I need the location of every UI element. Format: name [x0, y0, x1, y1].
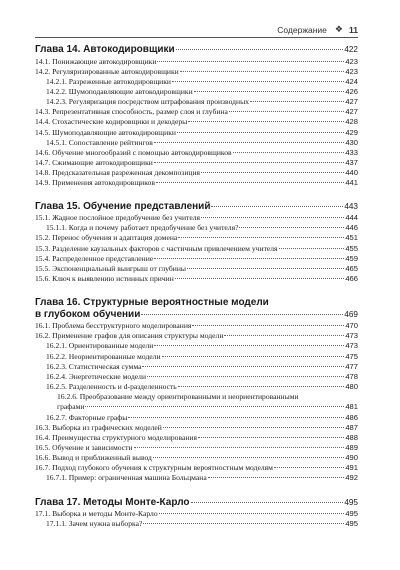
- leader-dots: [154, 258, 344, 259]
- leader-dots: [274, 467, 344, 468]
- entry-title: 14.2. Регуляризированные автокодировщики: [35, 66, 179, 76]
- entry-page: 492: [345, 473, 358, 483]
- entry-title: 14.2.2. Шумоподавляющие автокодировщики: [46, 86, 193, 96]
- leader-dots: [154, 142, 344, 143]
- toc-entry[interactable]: [35, 519, 358, 529]
- entry-page: 423: [345, 56, 358, 66]
- entry-title: 16.1. Проблема бесструктурного моделирования: [35, 321, 192, 331]
- leader-dots: [187, 268, 344, 269]
- entry-title: 15.6. Ключ к выявлению истинных причин: [35, 273, 174, 283]
- toc-entry[interactable]: [35, 433, 358, 443]
- chapter-15-entries: [35, 213, 358, 284]
- entry-page: 466: [345, 273, 358, 283]
- entry-page: 446: [345, 223, 358, 233]
- chapter-page: 469: [344, 310, 358, 320]
- entry-title-cont: [46, 402, 358, 412]
- entry-page: 429: [345, 127, 358, 137]
- toc-entry[interactable]: [35, 453, 358, 463]
- entry-page: 495: [345, 509, 358, 519]
- leader-dots: [154, 162, 344, 163]
- entry-page: 481: [345, 402, 358, 412]
- leader-dots: [192, 325, 344, 326]
- leader-dots: [224, 335, 344, 336]
- toc-entry[interactable]: [35, 128, 358, 138]
- entry-title: 17.1. Выборка и методы Монте-Карло: [35, 509, 158, 519]
- diamond-ornament-icon: ❖: [334, 24, 343, 34]
- chapter-page: 422: [344, 45, 358, 54]
- toc-entry[interactable]: [35, 254, 358, 264]
- entry-page: 495: [345, 519, 358, 529]
- leader-dots: [178, 237, 344, 238]
- entry-page: 489: [345, 443, 358, 452]
- leader-dots: [250, 101, 344, 102]
- chapter-14-heading[interactable]: [35, 44, 358, 56]
- toc-entry[interactable]: [35, 148, 358, 158]
- entry-page: 488: [345, 432, 358, 442]
- entry-page: 470: [345, 321, 358, 331]
- entry-page: 441: [345, 178, 358, 188]
- entry-title: 16.2.2. Неориентированные модели: [46, 351, 161, 361]
- leader-dots: [143, 523, 344, 524]
- entry-page: 426: [345, 86, 358, 96]
- entry-title-line2: графами: [57, 402, 85, 412]
- entry-page: 490: [345, 453, 358, 463]
- entry-title: 16.2.5. Разделенность и d-разделенность: [46, 382, 177, 392]
- chapter-17-heading[interactable]: [35, 497, 358, 509]
- leader-dots: [147, 376, 344, 377]
- entry-page: 475: [345, 351, 358, 361]
- chapter-17-entries: [35, 509, 358, 529]
- chapter-15-heading[interactable]: [35, 201, 358, 213]
- toc-entry[interactable]: [35, 168, 358, 178]
- leader-dots: [162, 356, 345, 357]
- entry-title: 14.9. Применения автокодировщиков: [35, 178, 155, 188]
- entry-title: 15.5. Экспоненциальный выигрыш от глубины: [35, 263, 187, 273]
- entry-title: 14.7. Сжимающие автокодировщики: [35, 158, 153, 168]
- entry-title: 16.7.1. Пример: ограниченная машина Больцмана: [46, 473, 207, 483]
- toc-entry[interactable]: [35, 321, 358, 331]
- leader-dots: [142, 366, 344, 367]
- chapter-page: 443: [344, 201, 358, 211]
- toc-entry[interactable]: [35, 244, 358, 254]
- entry-page: 486: [345, 412, 358, 422]
- toc-entry[interactable]: [35, 509, 358, 519]
- entry-page: 465: [345, 263, 358, 273]
- toc-entry[interactable]: [35, 443, 358, 453]
- entry-page: 473: [345, 331, 358, 341]
- header-title: Содержание: [277, 25, 327, 35]
- entry-page: 455: [345, 243, 358, 253]
- leader-dots: [159, 513, 345, 514]
- leader-dots: [178, 386, 345, 387]
- entry-title: 14.5. Шумоподавляющие автокодировщики: [35, 127, 176, 137]
- entry-title: 15.3. Разделение каузальных факторов с частичным привлечением учителя: [35, 243, 278, 253]
- chapter-16-entries: [35, 321, 358, 484]
- toc-entry[interactable]: [35, 138, 358, 148]
- entry-page: 437: [345, 158, 358, 168]
- leader-dots: [176, 49, 344, 50]
- leader-dots: [194, 91, 345, 92]
- toc-entry[interactable]: [35, 233, 358, 243]
- chapter-title-line2: в глубоком обучении: [35, 309, 141, 321]
- chapter-14-entries: [35, 57, 358, 189]
- entry-page: 440: [345, 168, 358, 178]
- toc-entry[interactable]: [35, 223, 358, 233]
- entry-title: 16.2.6. Преобразование между ориентированными и неориентированными: [57, 392, 299, 402]
- toc-entry[interactable]: [35, 67, 358, 77]
- entry-title: 16.6. Вывод и приближенный вывод: [35, 453, 152, 463]
- toc-entry[interactable]: [35, 213, 358, 223]
- entry-page: 424: [345, 76, 358, 86]
- toc-entry[interactable]: [35, 107, 358, 117]
- entry-page: 430: [345, 137, 358, 147]
- leader-dots: [239, 227, 344, 228]
- entry-page: 487: [345, 422, 358, 432]
- leader-dots: [153, 457, 344, 458]
- leader-dots: [229, 111, 344, 112]
- entry-page: 444: [345, 213, 358, 223]
- toc-entry[interactable]: [35, 158, 358, 168]
- toc-entry[interactable]: [35, 473, 358, 483]
- chapter-title: Глава 14. Автокодировщики: [35, 44, 175, 55]
- entry-title: 16.5. Обучение и зависимости: [35, 443, 133, 452]
- leader-dots: [175, 278, 345, 279]
- toc-entry[interactable]: [35, 264, 358, 274]
- toc-entry[interactable]: [35, 413, 358, 423]
- toc-entry[interactable]: [35, 372, 358, 382]
- leader-dots: [208, 477, 345, 478]
- entry-title: 17.1.1. Зачем нужна выборка?: [46, 519, 143, 529]
- toc-entry[interactable]: [35, 382, 358, 392]
- entry-page: 433: [345, 147, 358, 157]
- entry-title: 16.7. Подход глубокого обучения к структурным вероятностным моделям: [35, 463, 273, 473]
- entry-title: 14.6. Обучение многообразий с помощью автокодировщиков: [35, 147, 232, 157]
- entry-page: 423: [345, 66, 358, 76]
- entry-title: 14.2.1. Разреженные автокодировщики: [46, 76, 171, 86]
- leader-dots: [188, 121, 344, 122]
- leader-dots: [180, 71, 345, 72]
- leader-dots: [157, 61, 344, 62]
- entry-page: 428: [345, 117, 358, 127]
- entry-page: 451: [345, 233, 358, 243]
- entry-page: 491: [345, 463, 358, 473]
- toc-entry[interactable]: [35, 423, 358, 433]
- toc-entry[interactable]: [35, 57, 358, 67]
- leader-dots: [128, 417, 344, 418]
- chapter-16-heading[interactable]: [35, 297, 358, 321]
- chapter-page: 495: [344, 497, 358, 507]
- entry-title: 14.8. Предсказательная разреженная декомпозиция: [35, 168, 201, 178]
- leader-dots: [177, 132, 344, 133]
- toc-entry[interactable]: [35, 274, 358, 284]
- entry-page: 459: [345, 253, 358, 263]
- toc-entry[interactable]: [35, 77, 358, 87]
- entry-title: 15.2. Перенос обучения и адаптация домена: [35, 233, 178, 243]
- toc-entry[interactable]: [35, 87, 358, 97]
- entry-page: 473: [345, 341, 358, 351]
- leader-dots: [198, 437, 344, 438]
- entry-title: 15.4. Распределенное представление: [35, 253, 154, 263]
- entry-title: 14.2.3. Регуляризация посредством штрафования производных: [46, 97, 249, 107]
- toc-entry[interactable]: [35, 178, 358, 188]
- toc-entry[interactable]: [35, 341, 358, 351]
- chapter-title-line1: Глава 16. Структурные вероятностные модели: [35, 297, 269, 309]
- entry-title: 16.2. Применение графов для описания структуры модели: [35, 331, 224, 341]
- leader-dots: [201, 217, 344, 218]
- leader-dots: [233, 152, 345, 153]
- entry-title: 14.1. Понижающие автокодировщики: [35, 56, 157, 66]
- leader-dots: [156, 182, 344, 183]
- entry-page: 477: [345, 361, 358, 371]
- entry-title: 14.5.1. Сопоставление рейтингов: [46, 137, 153, 147]
- toc-entry[interactable]: [35, 331, 358, 341]
- leader-dots: [279, 248, 345, 249]
- entry-title: 16.2.1. Ориентированные модели: [46, 341, 154, 351]
- toc-entry[interactable]: [35, 352, 358, 362]
- entry-title: 14.3. Репрезентативная способность, размер слоя и глубина: [35, 107, 228, 117]
- entry-title: 16.2.4. Энергетические модели: [46, 371, 147, 381]
- entry-title: 15.1.1. Когда и почему работает предобучение без учителя?: [46, 223, 239, 233]
- chapter-title: Глава 17. Методы Монте-Карло: [35, 496, 190, 508]
- leader-dots: [201, 172, 344, 173]
- toc-entry[interactable]: [35, 117, 358, 127]
- page-number: 11: [349, 25, 358, 35]
- toc-entry[interactable]: [35, 97, 358, 107]
- leader-dots: [172, 81, 344, 82]
- leader-dots: [191, 502, 344, 503]
- toc-entry[interactable]: [35, 362, 358, 372]
- entry-title: 16.4. Преимущества структурного моделирования: [35, 432, 197, 442]
- entry-page: 427: [345, 107, 358, 117]
- toc-entry[interactable]: [35, 463, 358, 473]
- leader-dots: [134, 447, 345, 448]
- entry-title: 16.2.7. Факторные графы: [46, 412, 128, 422]
- running-header: [35, 22, 358, 38]
- entry-title: 14.4. Стохастические кодировщики и декодеры: [35, 117, 188, 127]
- entry-title: 16.3. Выборка из графических моделей: [35, 422, 162, 432]
- chapter-title: Глава 15. Обучение представлений: [35, 200, 211, 212]
- toc-entry[interactable]: [35, 392, 358, 412]
- leader-dots: [163, 427, 345, 428]
- leader-dots: [141, 314, 343, 315]
- leader-dots: [154, 345, 344, 346]
- entry-title: 16.2.3. Статистическая сумма: [46, 361, 142, 371]
- entry-page: 480: [345, 382, 358, 392]
- entry-page: 478: [345, 371, 358, 381]
- leader-dots: [211, 206, 343, 207]
- entry-page: 427: [345, 97, 358, 107]
- entry-title: 15.1. Жадное послойное предобучение без учителя: [35, 213, 200, 223]
- leader-dots: [85, 406, 344, 407]
- table-of-contents: [35, 44, 358, 529]
